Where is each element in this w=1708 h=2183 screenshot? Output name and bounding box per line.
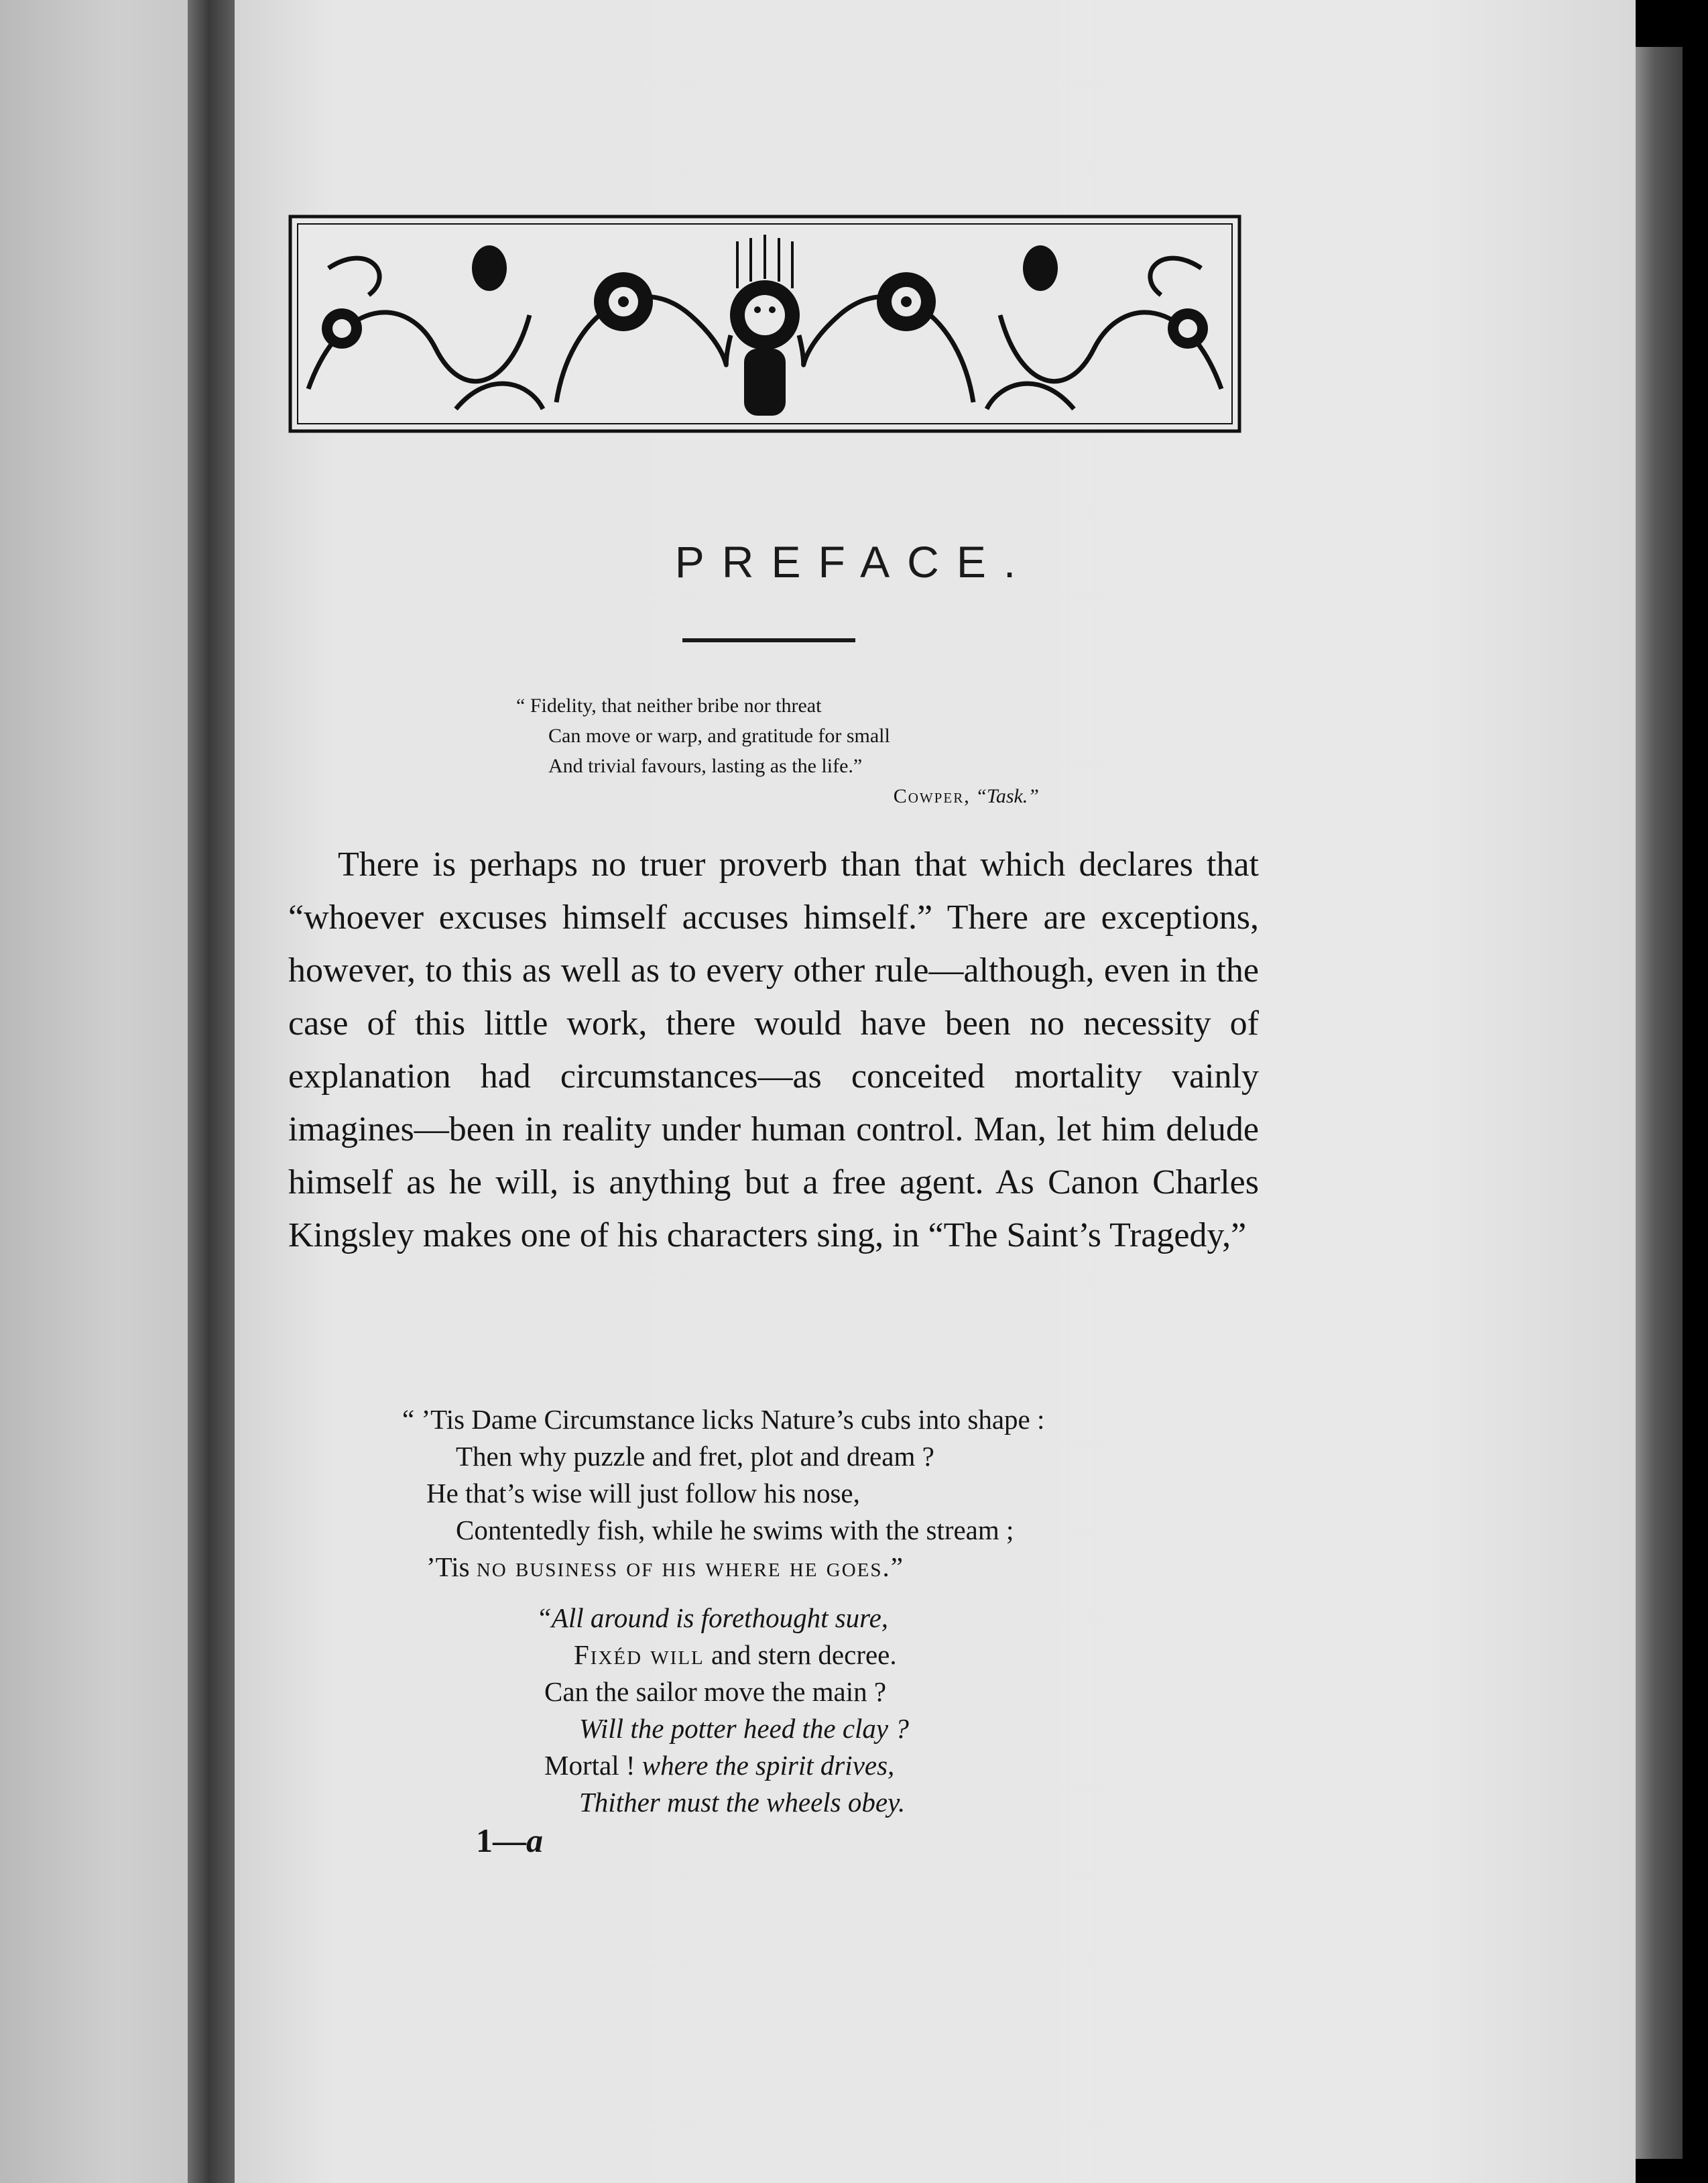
poem-line: Can the sailor move the main ?: [544, 1676, 887, 1707]
page-edge: [1636, 47, 1683, 2159]
poem-line: Will the potter heed the clay ?: [579, 1713, 909, 1744]
epigraph-line: Can move or warp, and gratitude for small: [548, 725, 890, 747]
page-title: PREFACE.: [674, 537, 1034, 587]
poem-line-plain: Mortal !: [544, 1750, 642, 1781]
poem-line: [536, 1637, 909, 1673]
poem-line: Contentedly fish, while he swims with the stream ;: [456, 1515, 1014, 1545]
epigraph-author: Cowper,: [893, 785, 971, 807]
quoted-poem-kingsley: [402, 1401, 1044, 1586]
poem-line: [402, 1549, 1044, 1586]
poem-line-smallcaps: no business of his where he goes.”: [476, 1551, 904, 1582]
poem-line-rest: and stern decree.: [704, 1639, 897, 1670]
poem-line-prefix: ’Tis: [426, 1551, 470, 1582]
title-rule: [682, 638, 855, 642]
body-paragraph: There is perhaps no truer proverb than that which declares that “whoever excuses himself accuses himself.” There are exceptions, however, to this as well as to every other rule—although, even in the case of this little work, there would have been no necessity of explanation had circumstances—as conceited mortality vainly imagines—been in reality under human control. Man, let him delude himself as he will, is anything but a free agent. As Canon Charles Kingsley makes one of his characters sing, in “The Saint’s Tragedy,”: [288, 845, 1259, 1254]
poem-line: Thither must the wheels obey.: [579, 1787, 906, 1818]
signature-letter: a: [526, 1822, 543, 1859]
quoted-poem-second: [536, 1600, 909, 1821]
poem-line: [536, 1747, 909, 1784]
poem-line: “ ’Tis Dame Circumstance licks Nature’s cubs into shape :: [402, 1404, 1045, 1435]
ornamental-header-band-icon: [288, 215, 1241, 433]
poem-line: He that’s wise will just follow his nose,: [426, 1478, 860, 1509]
epigraph: [516, 691, 1066, 811]
facing-page: [0, 0, 196, 2183]
signature-number: 1—: [476, 1822, 526, 1859]
poem-line-smallcaps: Fixéd will: [574, 1639, 705, 1670]
poem-line-italic: where the spirit drives,: [642, 1750, 895, 1781]
body-text: [288, 838, 1259, 1262]
signature-mark: [476, 1821, 543, 1860]
poem-line: Then why puzzle and fret, plot and dream ?: [456, 1441, 934, 1472]
poem-line: “All around is forethought sure,: [536, 1602, 889, 1633]
epigraph-attribution: [516, 781, 1066, 811]
epigraph-work: “Task.”: [975, 785, 1039, 807]
book-gutter: [188, 0, 235, 2183]
epigraph-line: And trivial favours, lasting as the life.”: [548, 755, 863, 777]
epigraph-line: “ Fidelity, that neither bribe nor threat: [516, 695, 822, 717]
